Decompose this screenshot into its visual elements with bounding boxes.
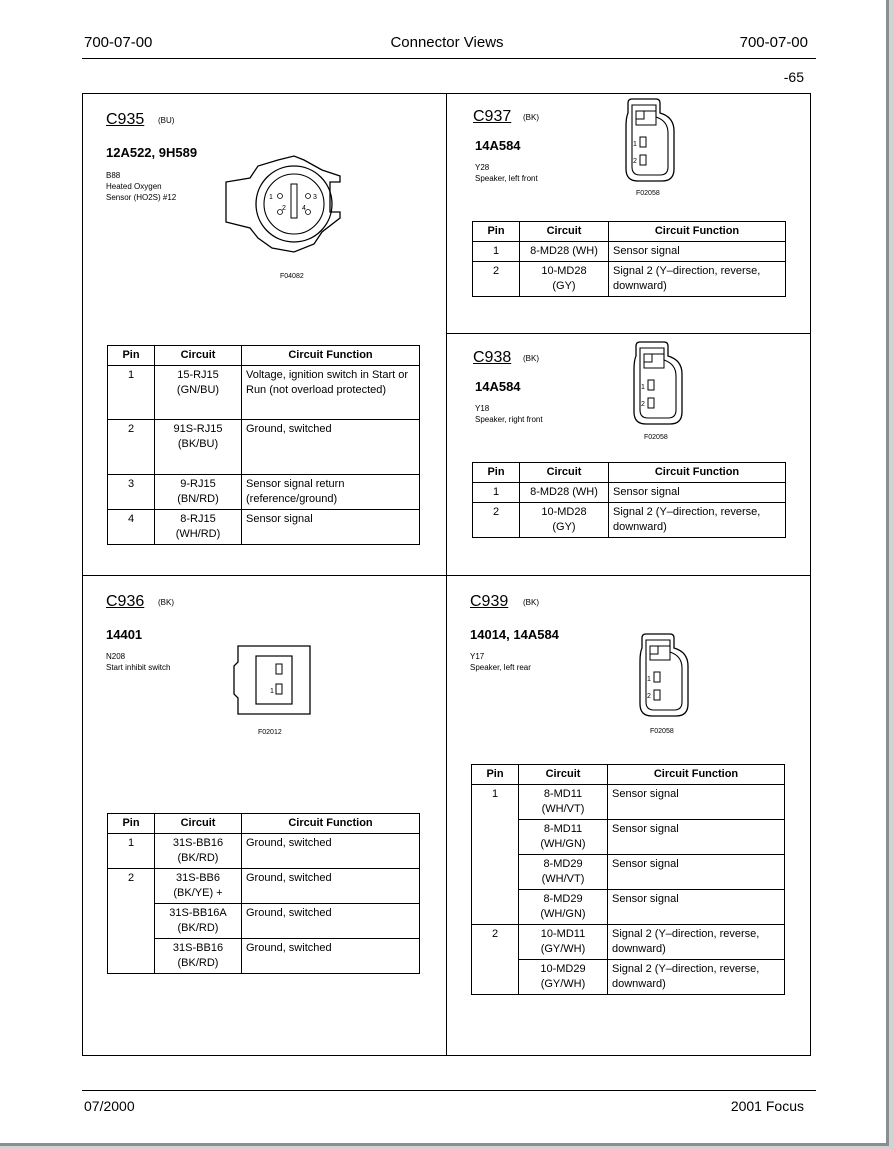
column-header: Circuit Function: [609, 222, 786, 242]
figure-number: F02012: [258, 729, 282, 736]
connector-color: (BK): [523, 598, 539, 607]
table-row: 31S-BB16 (BK/RD) Ground, switched: [108, 939, 420, 974]
connector-id: C936: [106, 593, 145, 610]
column-header: Circuit Function: [609, 463, 786, 483]
table-row: 4 8-RJ15 (WH/RD) Sensor signal: [108, 510, 420, 545]
table-row: 3 9-RJ15 (BN/RD) Sensor signal return (reference/ground): [108, 475, 420, 510]
pin-label: 2: [282, 205, 286, 212]
pin-label: 4: [302, 205, 306, 212]
connector-description: Y17 Speaker, left rear: [470, 652, 531, 672]
pin-label: 2: [641, 401, 645, 408]
column-header: Pin: [108, 346, 155, 366]
connector-part-number: 14A584: [475, 379, 521, 394]
connector-part-number: 14A584: [475, 138, 521, 153]
connector-c936-diagram: [232, 642, 314, 718]
connector-description: Y18 Speaker, right front: [475, 404, 543, 424]
table-row: 10-MD29 (GY/WH) Signal 2 (Y–direction, reverse, downward): [472, 960, 785, 995]
connector-color: (BK): [523, 354, 539, 363]
column-header: Pin: [473, 463, 520, 483]
pin-table-c935: [107, 345, 420, 545]
column-header: Circuit Function: [608, 765, 785, 785]
connector-color: (BK): [158, 598, 174, 607]
table-row: 1 31S-BB16 (BK/RD) Ground, switched: [108, 834, 420, 869]
connector-id: C935: [106, 111, 145, 128]
connector-c935-diagram: [222, 152, 358, 256]
connector-color: (BU): [158, 116, 175, 125]
figure-number: F02058: [650, 728, 674, 735]
table-row: 2 10-MD28 (GY) Signal 2 (Y–direction, reverse, downward): [473, 262, 786, 297]
pin-label: 1: [641, 384, 645, 391]
header-rule: [82, 58, 816, 59]
pin-label: 1: [633, 141, 637, 148]
connector-description: N208 Start inhibit switch: [106, 652, 171, 672]
connector-description: B88 Heated Oxygen Sensor (HO2S) #12: [106, 171, 177, 202]
footer-date: 07/2000: [84, 1098, 135, 1114]
table-row: 2 10-MD28 (GY) Signal 2 (Y–direction, reverse, downward): [473, 503, 786, 538]
connector-c939-diagram: [634, 632, 694, 720]
table-row: 1 15-RJ15 (GN/BU) Voltage, ignition switch in Start or Run (not overload protected): [108, 366, 420, 420]
figure-number: F04082: [280, 273, 304, 280]
table-row: 8-MD29 (WH/GN) Sensor signal: [472, 890, 785, 925]
section-number-left: 700-07-00: [84, 34, 153, 51]
column-header: Circuit: [520, 463, 609, 483]
connector-description: Y28 Speaker, left front: [475, 163, 538, 183]
pin-table-c939: [471, 764, 785, 995]
table-row: 31S-BB16A (BK/RD) Ground, switched: [108, 904, 420, 939]
figure-number: F02058: [644, 434, 668, 441]
connector-id: C938: [473, 349, 512, 366]
pin-label: 2: [633, 158, 637, 165]
pin-label: 1: [270, 688, 274, 695]
table-row: 1 8-MD11 (WH/VT) Sensor signal: [472, 785, 785, 820]
connector-part-number: 14014, 14A584: [470, 627, 559, 642]
grid-divider-right-top: [446, 333, 811, 334]
table-row: 2 10-MD11 (GY/WH) Signal 2 (Y–direction, reverse, downward): [472, 925, 785, 960]
footer-model: 2001 Focus: [730, 1098, 804, 1114]
section-number-right: 700-07-00: [739, 34, 808, 51]
pin-label: 3: [313, 194, 317, 201]
column-header: Circuit: [520, 222, 609, 242]
pin-table-c936: [107, 813, 420, 974]
column-header: Circuit: [155, 814, 242, 834]
table-row: 1 8-MD28 (WH) Sensor signal: [473, 242, 786, 262]
column-header: Pin: [473, 222, 520, 242]
table-row: 2 91S-RJ15 (BK/BU) Ground, switched: [108, 420, 420, 475]
table-row: 1 8-MD28 (WH) Sensor signal: [473, 483, 786, 503]
table-row: 2 31S-BB6 (BK/YE) + Ground, switched: [108, 869, 420, 904]
connector-part-number: 12A522, 9H589: [106, 145, 198, 160]
column-header: Pin: [472, 765, 519, 785]
figure-number: F02058: [636, 190, 660, 197]
connector-id: C937: [473, 108, 512, 125]
column-header: Circuit: [519, 765, 608, 785]
connector-id: C939: [470, 593, 509, 610]
column-header: Pin: [108, 814, 155, 834]
pin-table-c937: [472, 221, 786, 297]
table-row: 8-MD29 (WH/VT) Sensor signal: [472, 855, 785, 890]
connector-c937-diagram: [620, 97, 680, 185]
pin-label: 1: [647, 676, 651, 683]
pin-table-c938: [472, 462, 786, 538]
column-header: Circuit: [155, 346, 242, 366]
connector-color: (BK): [523, 113, 539, 122]
grid-divider-middle: [82, 575, 811, 576]
column-header: Circuit Function: [242, 346, 420, 366]
footer-rule: [82, 1090, 816, 1091]
page-number: -65: [783, 69, 804, 85]
column-header: Circuit Function: [242, 814, 420, 834]
connector-c938-diagram: [628, 340, 688, 428]
pin-label: 1: [269, 194, 273, 201]
connector-part-number: 14401: [106, 627, 143, 642]
pin-label: 2: [647, 693, 651, 700]
table-row: 8-MD11 (WH/GN) Sensor signal: [472, 820, 785, 855]
page-title: Connector Views: [390, 34, 504, 51]
